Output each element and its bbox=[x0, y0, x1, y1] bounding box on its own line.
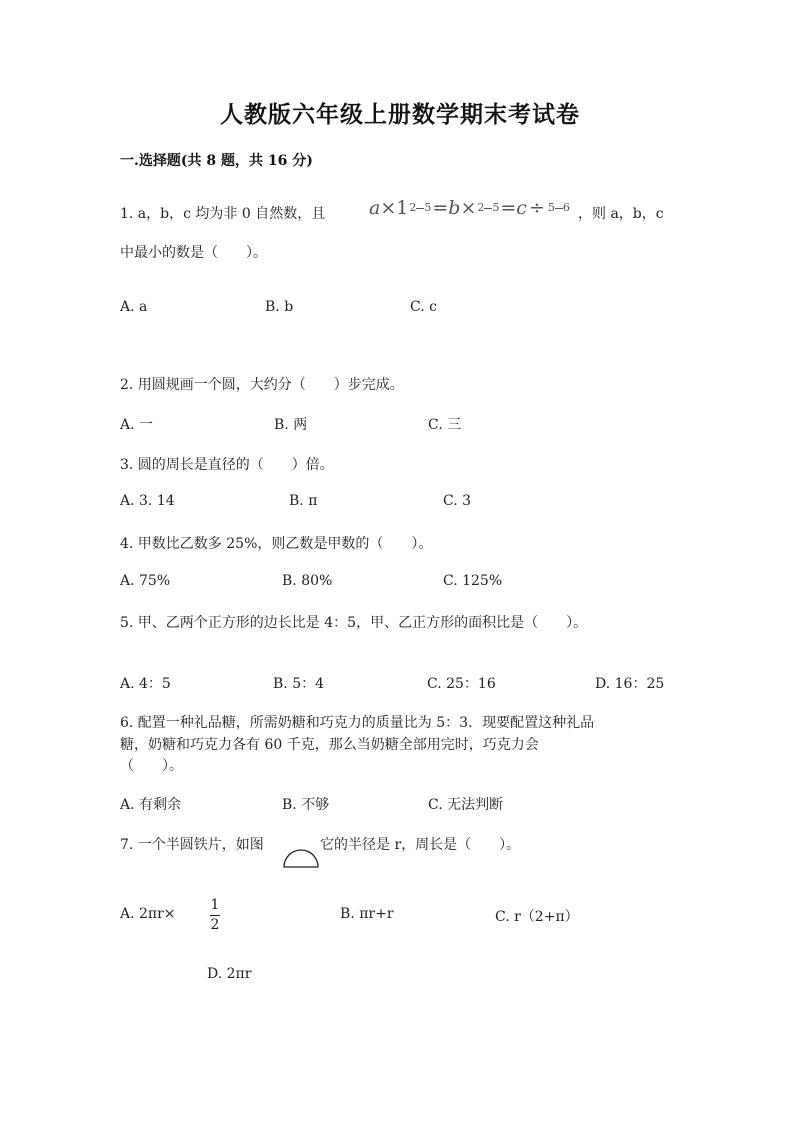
question-6-option-a[interactable]: A. 有剩余 bbox=[120, 797, 182, 813]
question-2-stem: 2. 用圆规画一个圆，大约分（ ）步完成。 bbox=[120, 377, 404, 393]
fraction-3-numerator: 5 bbox=[547, 201, 555, 214]
formula-equals-2: = bbox=[500, 197, 517, 219]
question-6-stem-line3: （ ）。 bbox=[120, 758, 183, 774]
question-1-formula bbox=[369, 196, 571, 219]
formula-fraction-3 bbox=[548, 202, 570, 214]
question-3-option-a[interactable]: A. 3. 14 bbox=[120, 493, 175, 509]
question-5-option-a[interactable]: A. 4：5 bbox=[120, 676, 171, 692]
question-1-stem-part2: ，则 a，b，c bbox=[578, 206, 664, 222]
option-a-fraction-numerator: 1 bbox=[210, 897, 220, 913]
question-2-option-c[interactable]: C. 三 bbox=[428, 417, 462, 433]
question-7-option-b[interactable]: B. πr+r bbox=[340, 906, 394, 922]
formula-times-2: × bbox=[460, 197, 477, 219]
question-3-stem: 3. 圆的周长是直径的（ ）倍。 bbox=[120, 457, 334, 473]
formula-a: a bbox=[369, 197, 381, 219]
formula-times-1: × bbox=[380, 197, 397, 219]
question-7-stem-part1: 7. 一个半圆铁片，如图 bbox=[120, 837, 264, 853]
question-1-option-b[interactable]: B. b bbox=[265, 299, 294, 315]
question-5-option-b[interactable]: B. 5：4 bbox=[273, 676, 325, 692]
question-5-option-c[interactable]: C. 25：16 bbox=[427, 676, 496, 692]
fraction-2-denominator: 5 bbox=[492, 201, 500, 214]
question-5-stem: 5. 甲、乙两个正方形的边长比是 4：5，甲、乙正方形的面积比是（ ）。 bbox=[120, 615, 588, 631]
formula-fraction-1 bbox=[409, 202, 431, 214]
formula-fraction-2 bbox=[477, 202, 499, 214]
question-1-option-c[interactable]: C. c bbox=[410, 299, 437, 315]
fraction-1-denominator: 5 bbox=[424, 201, 432, 214]
question-7-option-a[interactable] bbox=[120, 906, 176, 922]
question-4-stem: 4. 甲数比乙数多 25%，则乙数是甲数的（ ）。 bbox=[120, 536, 433, 552]
question-5-option-d[interactable]: D. 16：25 bbox=[595, 676, 665, 692]
option-a-prefix: A. 2πr× bbox=[120, 906, 176, 922]
question-7-stem-part2: 它的半径是 r，周长是（ ）。 bbox=[320, 837, 521, 853]
fraction-2-numerator: 2 bbox=[477, 201, 485, 214]
semicircle-figure bbox=[282, 846, 320, 870]
question-2-option-b[interactable]: B. 两 bbox=[274, 417, 308, 433]
fraction-3-denominator: 6 bbox=[562, 201, 570, 214]
option-a-fraction-denominator: 2 bbox=[210, 917, 220, 933]
question-4-option-b[interactable]: B. 80% bbox=[282, 573, 333, 589]
question-6-option-b[interactable]: B. 不够 bbox=[282, 797, 330, 813]
question-7-option-d[interactable]: D. 2πr bbox=[207, 966, 252, 982]
question-1-stem-part1: 1. a，b，c 均为非 0 自然数，且 bbox=[120, 206, 326, 222]
question-6-option-c[interactable]: C. 无法判断 bbox=[428, 797, 504, 813]
question-1-option-a[interactable]: A. a bbox=[120, 299, 148, 315]
question-4-option-a[interactable]: A. 75% bbox=[120, 573, 171, 589]
question-6-stem-line2: 糖，奶糖和巧克力各有 60 千克，那么当奶糖全部用完时，巧克力会 bbox=[120, 737, 539, 753]
fraction-1-numerator: 2 bbox=[409, 201, 417, 214]
question-3-option-c[interactable]: C. 3 bbox=[443, 493, 472, 509]
formula-divide: ÷ bbox=[528, 197, 545, 219]
option-a-fraction bbox=[210, 898, 220, 933]
formula-equals-1: = bbox=[432, 197, 449, 219]
question-3-option-b[interactable]: B. π bbox=[289, 493, 318, 509]
page-title: 人教版六年级上册数学期末考试卷 bbox=[220, 101, 580, 128]
question-2-option-a[interactable]: A. 一 bbox=[120, 417, 154, 433]
formula-whole-1: 1 bbox=[396, 197, 409, 219]
question-6-stem-line1: 6. 配置一种礼品糖，所需奶糖和巧克力的质量比为 5：3．现要配置这种礼品 bbox=[120, 715, 595, 731]
formula-b: b bbox=[448, 197, 461, 219]
question-7-option-c[interactable]: C. r（2+π） bbox=[495, 909, 579, 925]
question-1-stem-line2: 中最小的数是（ ）。 bbox=[120, 245, 267, 261]
question-4-option-c[interactable]: C. 125% bbox=[443, 573, 503, 589]
section-heading: 一.选择题(共 8 题，共 16 分) bbox=[120, 153, 313, 169]
formula-c: c bbox=[516, 197, 527, 219]
